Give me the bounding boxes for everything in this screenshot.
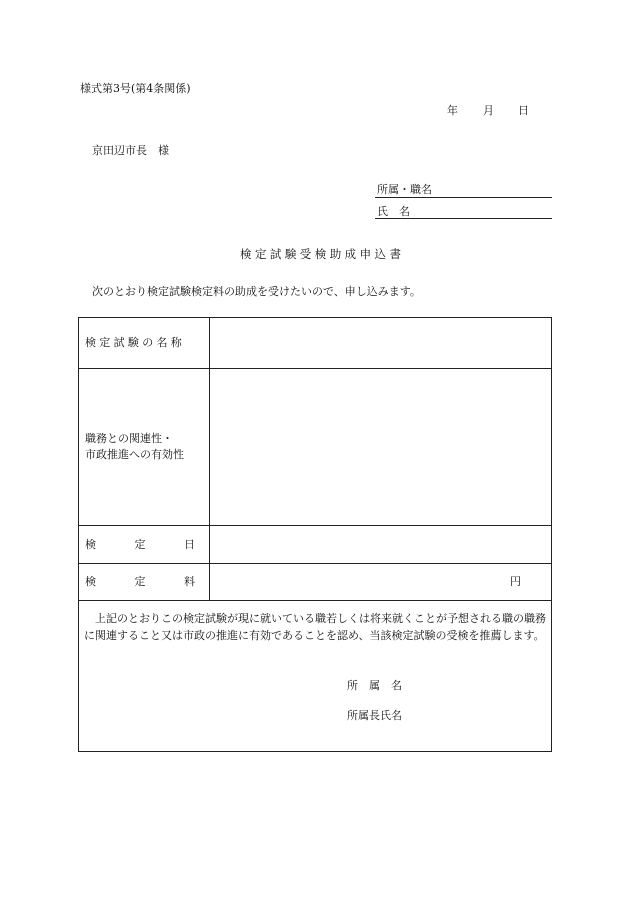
relevance-label-line2: 市政推進への有効性 <box>85 448 184 461</box>
exam-fee-field[interactable] <box>210 564 552 601</box>
intro-text: 次のとおり検定試験検定料の助成を受けたいので、申し込みます。 <box>92 285 421 298</box>
recommender-head-label: 所属長氏名 <box>347 709 402 722</box>
form-number: 様式第3号(第4条関係) <box>80 82 191 95</box>
yen-unit: 円 <box>510 575 521 588</box>
date-year: 年 <box>447 104 458 117</box>
name-field[interactable] <box>375 218 552 219</box>
recommendation-text: 上記のとおりこの検定試験が現に就いている職若しくは将来就くことが予想される職の職務に関連すること又は市政の推進に有効であることを認め、当該検定試験の受検を推薦します。 <box>84 612 546 642</box>
exam-date-label: 検 定 日 <box>79 526 210 564</box>
exam-name-label: 検定試験の名称 <box>79 318 210 369</box>
addressee: 京田辺市長 様 <box>92 144 169 157</box>
affiliation-label: 所属・職名 <box>377 183 432 196</box>
page-title: 検定試験受検助成申込書 <box>240 247 405 261</box>
exam-fee-label: 検 定 料 <box>79 564 210 601</box>
application-table <box>78 317 552 752</box>
relevance-field[interactable] <box>210 369 552 526</box>
recommender-dept-label: 所 属 名 <box>347 679 402 692</box>
name-label: 氏 名 <box>377 205 410 218</box>
affiliation-field[interactable] <box>375 197 552 198</box>
relevance-label <box>79 369 210 526</box>
relevance-label-line1: 職務との関連性・ <box>85 432 173 445</box>
exam-date-field[interactable] <box>210 526 552 564</box>
date-month: 月 <box>483 104 494 117</box>
exam-name-field[interactable] <box>210 318 552 369</box>
date-day: 日 <box>518 104 529 117</box>
